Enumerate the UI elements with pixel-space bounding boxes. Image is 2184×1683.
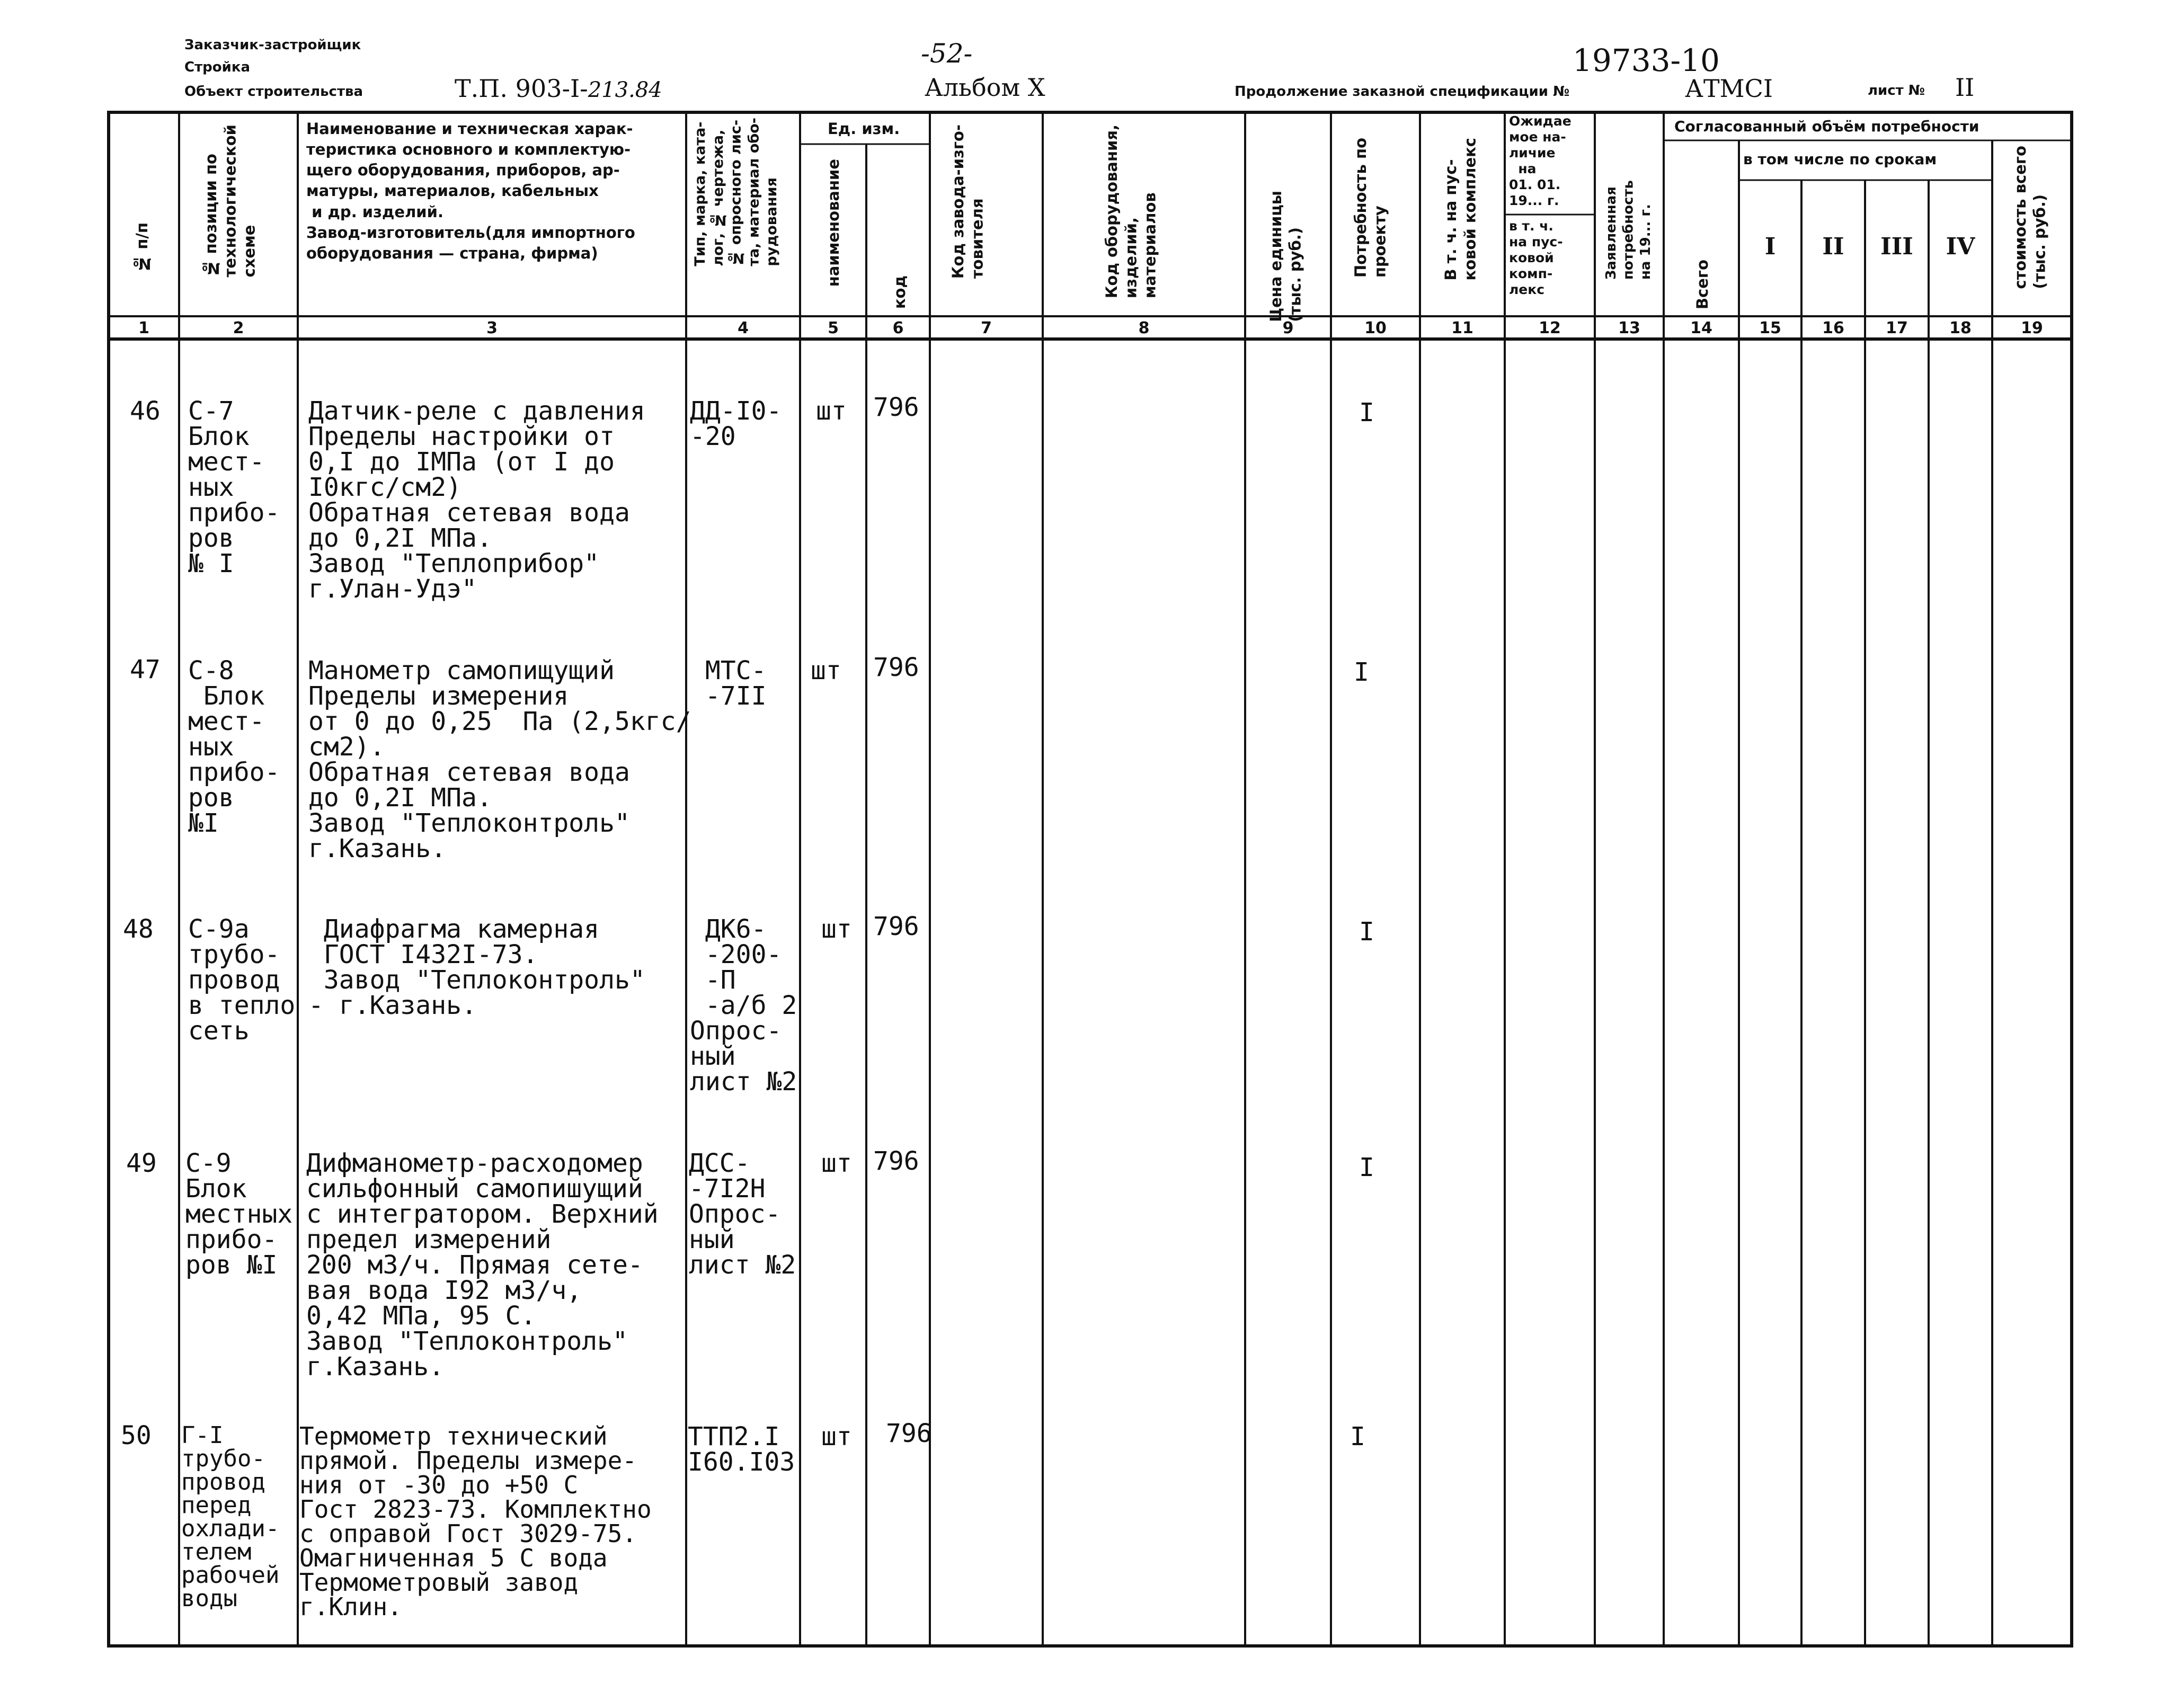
row-type: МТС- -7II: [705, 656, 767, 711]
row-position: С-9 Блок местных прибо- ров №I: [185, 1148, 293, 1280]
col-number: 19: [2021, 319, 2043, 337]
col-number: 17: [1886, 319, 1908, 337]
spec-code: АТМСI: [1685, 74, 1773, 103]
project-number: Т.П. 903-I-213.84: [455, 74, 662, 103]
row-unit-code: 796: [873, 393, 919, 422]
col-number: 4: [738, 319, 749, 337]
row-description: Термометр технический прямой. Пределы измере- ния от -30 до +50 С Гост 2823-73. Комплектно с оправой Гост 3029-75. Омагниченная 5 С вода Термометровый завод г.Клин.: [299, 1422, 652, 1621]
col-12-bottom-header: в т. ч. на пус- ковой комп- лекс: [1509, 218, 1563, 297]
row-need: I: [1359, 1153, 1374, 1182]
row-unit: шт: [821, 914, 852, 944]
col-4-header: Тип, марка, ката- лог, № чертежа, № опросного лис- та, материал обо- рудования: [692, 118, 780, 266]
by-terms-header: в том числе по срокам: [1743, 150, 1937, 168]
row-number: 49: [126, 1148, 157, 1178]
row-need: I: [1359, 398, 1374, 428]
term-4-header: IV: [1946, 233, 1975, 260]
continuation-label: Продолжение заказной спецификации №: [1235, 84, 1570, 100]
col-12-top-header: Ожидае мое на- личие на 01. 01. 19... г.: [1509, 113, 1572, 208]
col-number: 2: [233, 319, 244, 337]
row-unit: шт: [821, 1422, 852, 1452]
term-2-header: II: [1822, 233, 1844, 260]
row-description: Манометр самопищущий Пределы измерения от 0 до 0,25 Па (2,5кгс/ см2). Обратная сетевая вода до 0,2I МПа. Завод "Теплоконтроль" г.Казань.: [308, 656, 691, 863]
row-position: С-8 Блок мест- ных прибо- ров №I: [188, 656, 280, 838]
sheet-number: II: [1955, 73, 1975, 102]
row-type: ТТП2.I I60.I03: [688, 1422, 795, 1477]
customer-label: Заказчик-застройщик: [184, 37, 361, 53]
col-number: 6: [892, 319, 904, 337]
col-number: 12: [1539, 319, 1561, 337]
row-description: Диафрагма камерная ГОСТ I432I-73. Завод "Теплоконтроль" - г.Казань.: [308, 914, 645, 1020]
col-1-header: № п/п: [133, 222, 151, 273]
row-type: ДД-I0- -20: [690, 396, 782, 451]
col-8-header: Код оборудования, изделий, материалов: [1103, 124, 1159, 299]
col-7-header: Код завода-изго- товителя: [949, 124, 987, 279]
row-number: 46: [130, 396, 161, 426]
row-number: 47: [130, 655, 161, 684]
col-number: 8: [1138, 319, 1150, 337]
col-14-header: Всего: [1693, 260, 1711, 310]
row-unit-code: 796: [873, 1146, 919, 1176]
row-type: ДК6- -200- -П -а/б 2 Опрос- ный лист №2: [690, 914, 797, 1097]
row-type: ДСС- -7I2Н Опрос- ный лист №2: [689, 1148, 796, 1280]
row-unit-code: 796: [873, 653, 919, 682]
col-number: 3: [486, 319, 498, 337]
document-number: 19733-10: [1573, 42, 1720, 78]
col-number: 10: [1364, 319, 1387, 337]
row-position: С-7 Блок мест- ных прибо- ров № I: [188, 396, 280, 578]
row-number: 48: [123, 914, 154, 944]
album-title: Альбом X: [925, 73, 1045, 102]
col-19-header: стоимость всего (тыс. руб.): [2011, 146, 2049, 289]
col-number: 1: [138, 319, 149, 337]
col-5-header: наименование: [824, 159, 842, 287]
row-need: I: [1359, 917, 1374, 947]
row-position: С-9а трубо- провод в тепло сеть: [188, 914, 296, 1046]
row-unit: шт: [821, 1148, 852, 1178]
col-10-header: Потребность по проекту: [1352, 138, 1389, 278]
row-unit-code: 796: [873, 912, 919, 941]
col-2-header: № позиции по технологической схеме: [202, 124, 259, 278]
col-number: 5: [828, 319, 839, 337]
col-number: 11: [1451, 319, 1473, 337]
col-3-header: Наименование и техническая харак- теристика основного и комплектую- щего оборудования, приборов, ар- матуры, материалов, кабельных и др. изделий. Завод-изготовитель(для импортного оборудования — страна, фирма): [306, 120, 635, 262]
term-3-header: III: [1880, 233, 1913, 260]
col-11-header: В т. ч. на пус- ковой комплекс: [1442, 138, 1479, 281]
col-number: 15: [1759, 319, 1781, 337]
col-6-header: код: [891, 275, 909, 309]
col-number: 16: [1822, 319, 1844, 337]
site-label: Стройка: [184, 59, 251, 75]
page-mark: -52-: [921, 38, 973, 69]
unit-group-header: Ед. изм.: [828, 120, 900, 138]
sheet-label: лист №: [1868, 83, 1925, 99]
col-13-header: Заявленная потребность на 19... г.: [1603, 180, 1654, 280]
row-need: I: [1354, 657, 1369, 687]
col-number: 13: [1618, 319, 1640, 337]
object-label: Объект строительства: [184, 84, 363, 100]
col-number: 14: [1690, 319, 1712, 337]
row-description: Датчик-реле с давления Пределы настройки от 0,I до IМПа (от I до I0кгс/см2) Обратная сетевая вода до 0,2I МПа. Завод "Теплоприбор" г.Улан-Удэ": [308, 396, 645, 604]
col-9-header: Цена единицы (тыс. руб.): [1267, 191, 1304, 322]
row-unit: шт: [811, 656, 841, 685]
term-1-header: I: [1764, 233, 1776, 260]
col-number: 7: [981, 319, 992, 337]
row-position: Г-I трубо- провод перед охлади- телем рабочей воды: [181, 1422, 280, 1612]
agreed-volume-header: Согласованный объём потребности: [1674, 118, 1979, 135]
row-unit: шт: [816, 396, 847, 426]
row-need: I: [1350, 1422, 1365, 1452]
col-number: 18: [1949, 319, 1972, 337]
row-number: 50: [121, 1421, 152, 1450]
col-number: 9: [1282, 319, 1294, 337]
row-description: Дифманометр-расходомер сильфонный самопишущий с интегратором. Верхний предел измерений 200 м3/ч. Прямая сете- вая вода I92 м3/ч, 0,42 МПа, 95 С. Завод "Теплоконтроль" г.Казань.: [306, 1148, 659, 1382]
row-unit-code: 796: [886, 1419, 932, 1448]
